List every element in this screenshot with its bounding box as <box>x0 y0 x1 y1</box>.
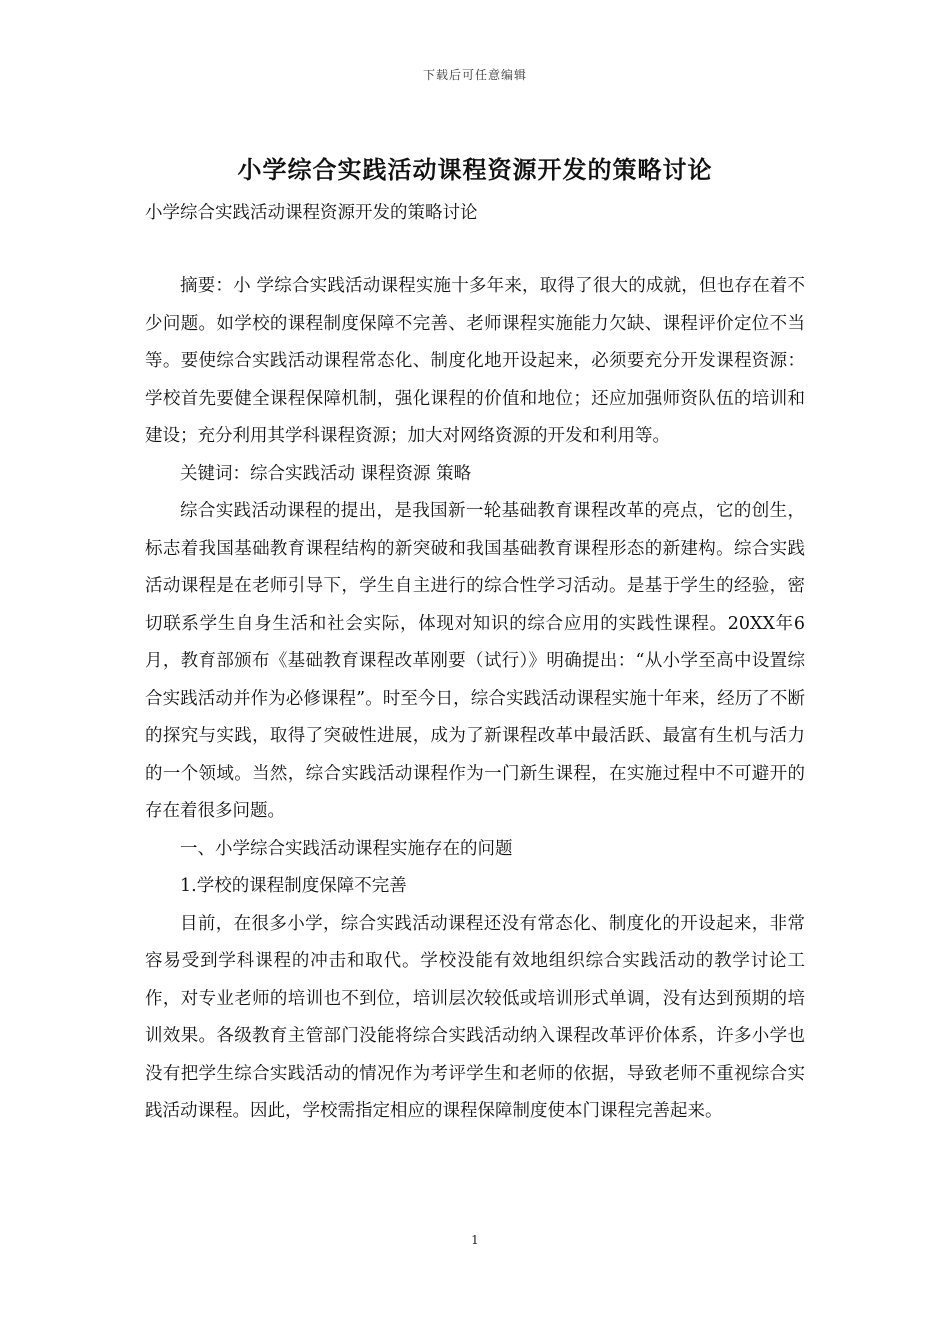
intro-paragraph: 综合实践活动课程的提出，是我国新一轮基础教育课程改革的亮点，它的创生，标志着我国基础教育课程结构的新突破和我国基础教育课程形态的新建构。综合实践活动课程是在老师引导下，学生自主进行的综合性学习活动。是基于学生的经验，密切联系学生自身生活和社会实际，体现对知识的综合应用的实践性课程。20XX年6月，教育部颁布《基础教育课程改革刚要（试行）》明确提出：“从小学至高中设置综合实践活动并作为必修课程”。时至今日，综合实践活动课程实施十年来，经历了不断的探究与实践，取得了突破性进展，成为了新课程改革中最活跃、最富有生机与活力的一个领域。当然，综合实践活动课程作为一门新生课程，在实施过程中不可避开的存在着很多问题。 <box>145 501 805 821</box>
page-header-note: 下载后可任意编辑 <box>422 68 527 82</box>
abstract-paragraph: 摘要：小 学综合实践活动课程实施十多年来，取得了很大的成就，但也存在着不少问题。如学校的课程制度保障不完善、老师课程实施能力欠缺、课程评价定位不当等。要使综合实践活动课程常态化、制度化地开设起来，必须要充分开发课程资源：学校首先要健全课程保障机制，强化课程的价值和地位；还应加强师资队伍的培训和建设；充分利用其学科课程资源；加大对网络资源的开发和利用等。 <box>145 276 805 446</box>
document-subtitle: 小学综合实践活动课程资源开发的策略讨论 <box>145 203 478 223</box>
subsection-heading: 1.学校的课程制度保障不完善 <box>180 876 407 896</box>
subsection-paragraph: 目前，在很多小学，综合实践活动课程还没有常态化、制度化的开设起来，非常容易受到学科课程的冲击和取代。学校没能有效地组织综合实践活动的教学讨论工作，对专业老师的培训也不到位，培训层次较低或培训形式单调，没有达到预期的培训效果。各级教育主管部门没能将综合实践活动纳入课程改革评价体系，许多小学也没有把学生综合实践活动的情况作为考评学生和老师的依据，导致老师不重视综合实践活动课程。因此，学校需指定相应的课程保障制度使本门课程完善起来。 <box>145 913 805 1121</box>
keywords-paragraph: 关键词：综合实践活动 课程资源 策略 <box>180 463 472 484</box>
page-number: 1 <box>471 1233 479 1247</box>
document-title: 小学综合实践活动课程资源开发的策略讨论 <box>237 155 713 184</box>
document-body <box>145 268 805 1131</box>
section-heading: 一、小学综合实践活动课程实施存在的问题 <box>180 838 513 859</box>
